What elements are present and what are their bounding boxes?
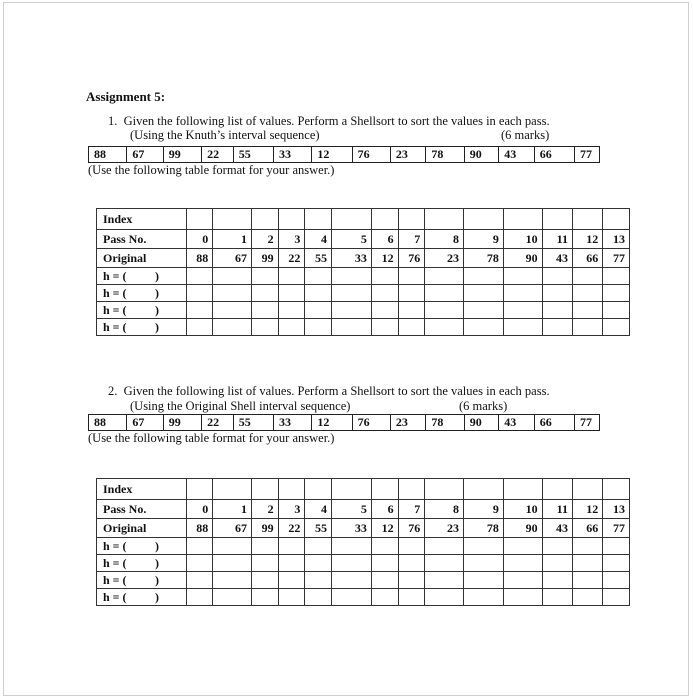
original-value-cell: 76 [398, 249, 425, 268]
answer-table-2 [96, 478, 630, 606]
table-row [97, 479, 630, 500]
h-interval-label [97, 285, 187, 302]
table-row [97, 230, 630, 249]
answer-cell [278, 268, 305, 285]
answer-cell [572, 538, 602, 555]
answer-cell [252, 285, 279, 302]
answer-cell [278, 319, 305, 336]
answer-cell [371, 555, 398, 572]
answer-cell [305, 572, 332, 589]
answer-cell [463, 285, 503, 302]
value-cell: 33 [274, 147, 312, 162]
table-cell [463, 209, 503, 230]
h-close: ) [155, 572, 159, 587]
answer-cell [305, 302, 332, 319]
h-label: h = ( [103, 572, 127, 587]
table-row [97, 249, 630, 268]
answer-cell [398, 302, 425, 319]
value-cell: 55 [234, 147, 274, 162]
answer-cell [572, 285, 602, 302]
question-1-value-list [88, 146, 600, 163]
h-close: ) [155, 302, 159, 317]
table-cell [331, 209, 371, 230]
answer-cell [213, 302, 252, 319]
answer-cell [252, 302, 279, 319]
answer-cell [542, 302, 572, 319]
answer-cell [305, 319, 332, 336]
index-cell: 7 [398, 500, 425, 519]
table-cell [503, 209, 542, 230]
original-value-cell: 23 [425, 249, 464, 268]
index-cell: 3 [278, 500, 305, 519]
answer-cell [278, 589, 305, 606]
index-cell: 5 [331, 500, 371, 519]
table-cell [371, 479, 398, 500]
answer-cell [503, 589, 542, 606]
h-close: ) [155, 268, 159, 283]
h-label: h = ( [103, 268, 127, 283]
value-cell: 23 [391, 415, 426, 430]
h-interval-label [97, 589, 187, 606]
answer-cell [425, 589, 464, 606]
answer-cell [213, 538, 252, 555]
answer-cell [331, 589, 371, 606]
original-value-cell: 76 [398, 519, 425, 538]
answer-cell [331, 319, 371, 336]
answer-cell [252, 268, 279, 285]
table-cell [503, 479, 542, 500]
answer-cell [425, 319, 464, 336]
answer-cell [186, 268, 213, 285]
answer-cell [398, 285, 425, 302]
question-1-marks: (6 marks) [501, 128, 550, 142]
value-cell: 76 [353, 147, 391, 162]
original-value-cell: 90 [503, 519, 542, 538]
pass-no-label: Pass No. [97, 230, 187, 249]
value-cell: 88 [89, 147, 127, 162]
table-cell [252, 479, 279, 500]
table-cell [278, 479, 305, 500]
answer-cell [603, 268, 630, 285]
answer-cell [503, 538, 542, 555]
answer-cell [331, 268, 371, 285]
h-close: ) [155, 285, 159, 300]
value-cell: 43 [499, 415, 534, 430]
table-cell [425, 479, 464, 500]
index-cell: 11 [542, 230, 572, 249]
answer-cell [305, 268, 332, 285]
h-close: ) [155, 555, 159, 570]
answer-cell [305, 589, 332, 606]
index-cell: 3 [278, 230, 305, 249]
table-cell [542, 209, 572, 230]
index-label: Index [97, 209, 187, 230]
table-cell [305, 209, 332, 230]
answer-cell [542, 285, 572, 302]
answer-cell [252, 538, 279, 555]
h-interval-label [97, 302, 187, 319]
original-value-cell: 88 [186, 519, 213, 538]
answer-cell [572, 302, 602, 319]
original-label: Original [97, 249, 187, 268]
answer-cell [305, 285, 332, 302]
answer-cell [572, 589, 602, 606]
index-cell: 6 [371, 230, 398, 249]
original-value-cell: 12 [371, 519, 398, 538]
value-cell: 67 [127, 147, 163, 162]
original-value-cell: 67 [213, 519, 252, 538]
original-value-cell: 43 [542, 519, 572, 538]
answer-cell [463, 555, 503, 572]
answer-cell [186, 302, 213, 319]
answer-cell [278, 302, 305, 319]
answer-cell [186, 319, 213, 336]
question-1-sequence: (Using the Knuth’s interval sequence) [130, 128, 320, 142]
answer-cell [331, 285, 371, 302]
worksheet-page [3, 2, 689, 696]
index-cell: 1 [213, 230, 252, 249]
value-cell: 99 [164, 147, 202, 162]
original-value-cell: 66 [572, 249, 602, 268]
question-2-marks: (6 marks) [459, 399, 508, 413]
answer-cell [371, 285, 398, 302]
answer-cell [603, 538, 630, 555]
original-value-cell: 55 [305, 519, 332, 538]
table-row [97, 538, 630, 555]
answer-cell [603, 572, 630, 589]
answer-cell [463, 319, 503, 336]
index-cell: 1 [213, 500, 252, 519]
index-cell: 10 [503, 500, 542, 519]
original-value-cell: 90 [503, 249, 542, 268]
original-value-cell: 12 [371, 249, 398, 268]
index-label: Index [97, 479, 187, 500]
index-cell: 2 [252, 230, 279, 249]
h-label: h = ( [103, 538, 127, 553]
answer-cell [503, 572, 542, 589]
answer-cell [542, 538, 572, 555]
value-cell: 66 [535, 415, 575, 430]
answer-table-1 [96, 208, 630, 336]
answer-cell [425, 302, 464, 319]
answer-cell [252, 319, 279, 336]
answer-cell [398, 555, 425, 572]
answer-cell [371, 538, 398, 555]
original-value-cell: 99 [252, 249, 279, 268]
h-interval-label [97, 572, 187, 589]
index-cell: 5 [331, 230, 371, 249]
question-2-text: Given the following list of values. Perform a Shellsort to sort the values in each pass. [123, 384, 550, 398]
value-cell: 90 [465, 147, 500, 162]
table-row [97, 572, 630, 589]
table-row [97, 209, 630, 230]
table-cell [278, 209, 305, 230]
answer-cell [371, 572, 398, 589]
answer-cell [186, 555, 213, 572]
question-2-sequence: (Using the Original Shell interval sequence) [130, 399, 351, 413]
original-value-cell: 66 [572, 519, 602, 538]
table-row [97, 268, 630, 285]
value-cell: 55 [234, 415, 274, 430]
answer-cell [186, 538, 213, 555]
original-label: Original [97, 519, 187, 538]
original-value-cell: 55 [305, 249, 332, 268]
table-cell [252, 209, 279, 230]
index-cell: 4 [305, 230, 332, 249]
answer-cell [398, 538, 425, 555]
h-label: h = ( [103, 302, 127, 317]
answer-cell [186, 572, 213, 589]
value-cell: 22 [202, 415, 234, 430]
answer-cell [572, 555, 602, 572]
table-cell [331, 479, 371, 500]
value-cell: 78 [426, 147, 464, 162]
answer-cell [305, 538, 332, 555]
answer-cell [603, 302, 630, 319]
value-cell: 12 [312, 415, 352, 430]
h-close: ) [155, 538, 159, 553]
answer-cell [371, 302, 398, 319]
value-cell: 77 [579, 147, 592, 161]
answer-cell [603, 589, 630, 606]
value-cell: 78 [426, 415, 464, 430]
answer-cell [572, 319, 602, 336]
original-value-cell: 22 [278, 249, 305, 268]
original-value-cell: 99 [252, 519, 279, 538]
original-value-cell: 77 [603, 249, 630, 268]
index-cell: 9 [463, 230, 503, 249]
answer-cell [542, 572, 572, 589]
table-row [97, 302, 630, 319]
index-cell: 12 [572, 230, 602, 249]
index-cell: 0 [186, 500, 213, 519]
answer-cell [542, 319, 572, 336]
answer-cell [278, 572, 305, 589]
h-label: h = ( [103, 555, 127, 570]
answer-cell [463, 538, 503, 555]
answer-cell [371, 319, 398, 336]
answer-cell [542, 555, 572, 572]
answer-cell [398, 268, 425, 285]
value-cell: 88 [89, 415, 127, 430]
answer-cell [186, 589, 213, 606]
index-cell: 6 [371, 500, 398, 519]
answer-cell [278, 555, 305, 572]
original-value-cell: 78 [463, 519, 503, 538]
value-cell: 22 [202, 147, 234, 162]
original-value-cell: 88 [186, 249, 213, 268]
answer-cell [463, 302, 503, 319]
assignment-title: Assignment 5: [86, 89, 166, 104]
answer-cell [213, 319, 252, 336]
value-cell: 43 [499, 147, 534, 162]
answer-cell [278, 538, 305, 555]
index-cell: 10 [503, 230, 542, 249]
index-cell: 11 [542, 500, 572, 519]
value-cell: 99 [164, 415, 202, 430]
question-1-number: 1. [108, 114, 118, 128]
index-cell: 13 [603, 230, 630, 249]
index-cell: 0 [186, 230, 213, 249]
index-cell: 7 [398, 230, 425, 249]
answer-cell [213, 555, 252, 572]
answer-cell [425, 538, 464, 555]
table-cell [398, 209, 425, 230]
index-cell: 13 [603, 500, 630, 519]
table-cell [305, 479, 332, 500]
answer-cell [572, 572, 602, 589]
answer-cell [213, 268, 252, 285]
answer-cell [213, 285, 252, 302]
answer-cell [331, 538, 371, 555]
value-cell: 23 [391, 147, 426, 162]
answer-cell [213, 572, 252, 589]
value-cell: 76 [353, 415, 391, 430]
h-label: h = ( [103, 285, 127, 300]
h-interval-label [97, 268, 187, 285]
answer-cell [252, 572, 279, 589]
index-cell: 12 [572, 500, 602, 519]
value-cell: 66 [535, 147, 575, 162]
answer-cell [425, 268, 464, 285]
question-2-line-1 [108, 384, 550, 398]
value-cell: 77 [579, 415, 592, 429]
h-interval-label [97, 538, 187, 555]
answer-cell [278, 285, 305, 302]
answer-cell [603, 285, 630, 302]
answer-cell [603, 319, 630, 336]
table-cell [572, 479, 602, 500]
table-cell [186, 479, 213, 500]
value-cell: 33 [274, 415, 312, 430]
answer-cell [603, 555, 630, 572]
answer-cell [572, 268, 602, 285]
table-row [97, 285, 630, 302]
question-1-text: Given the following list of values. Perform a Shellsort to sort the values in each pass. [123, 114, 550, 128]
table-cell [603, 209, 630, 230]
question-2-number: 2. [108, 384, 118, 398]
answer-cell [503, 268, 542, 285]
h-interval-label [97, 319, 187, 336]
index-cell: 8 [425, 500, 464, 519]
original-value-cell: 33 [331, 249, 371, 268]
table-cell [425, 209, 464, 230]
original-value-cell: 22 [278, 519, 305, 538]
index-cell: 8 [425, 230, 464, 249]
value-cell: 90 [465, 415, 500, 430]
answer-cell [331, 572, 371, 589]
index-cell: 2 [252, 500, 279, 519]
question-1-note: (Use the following table format for your answer.) [88, 163, 335, 177]
answer-cell [425, 572, 464, 589]
table-cell [371, 209, 398, 230]
table-row [97, 519, 630, 538]
table-cell [463, 479, 503, 500]
value-cell: 67 [127, 415, 163, 430]
table-row [97, 555, 630, 572]
answer-cell [463, 268, 503, 285]
answer-cell [371, 268, 398, 285]
table-row [97, 589, 630, 606]
answer-cell [331, 302, 371, 319]
answer-cell [331, 555, 371, 572]
table-row [97, 319, 630, 336]
original-value-cell: 78 [463, 249, 503, 268]
answer-cell [252, 589, 279, 606]
answer-cell [398, 572, 425, 589]
answer-cell [425, 555, 464, 572]
table-cell [398, 479, 425, 500]
answer-cell [463, 572, 503, 589]
question-2-note: (Use the following table format for your answer.) [88, 431, 335, 445]
h-label: h = ( [103, 319, 127, 334]
h-close: ) [155, 319, 159, 334]
table-cell [572, 209, 602, 230]
h-close: ) [155, 589, 159, 604]
h-label: h = ( [103, 589, 127, 604]
answer-cell [371, 589, 398, 606]
answer-cell [503, 555, 542, 572]
h-interval-label [97, 555, 187, 572]
answer-cell [213, 589, 252, 606]
answer-cell [503, 319, 542, 336]
answer-cell [186, 285, 213, 302]
answer-cell [503, 285, 542, 302]
table-cell [542, 479, 572, 500]
answer-cell [305, 555, 332, 572]
answer-cell [425, 285, 464, 302]
index-cell: 9 [463, 500, 503, 519]
value-cell: 12 [312, 147, 352, 162]
original-value-cell: 23 [425, 519, 464, 538]
table-cell [186, 209, 213, 230]
question-1-line-1 [108, 114, 550, 128]
original-value-cell: 43 [542, 249, 572, 268]
answer-cell [252, 555, 279, 572]
pass-no-label: Pass No. [97, 500, 187, 519]
answer-cell [463, 589, 503, 606]
answer-cell [398, 319, 425, 336]
answer-cell [542, 589, 572, 606]
table-cell [213, 209, 252, 230]
original-value-cell: 67 [213, 249, 252, 268]
answer-cell [503, 302, 542, 319]
table-cell [603, 479, 630, 500]
answer-cell [542, 268, 572, 285]
table-row [97, 500, 630, 519]
table-cell [213, 479, 252, 500]
index-cell: 4 [305, 500, 332, 519]
original-value-cell: 77 [603, 519, 630, 538]
original-value-cell: 33 [331, 519, 371, 538]
question-2-value-list [88, 414, 600, 431]
answer-cell [398, 589, 425, 606]
